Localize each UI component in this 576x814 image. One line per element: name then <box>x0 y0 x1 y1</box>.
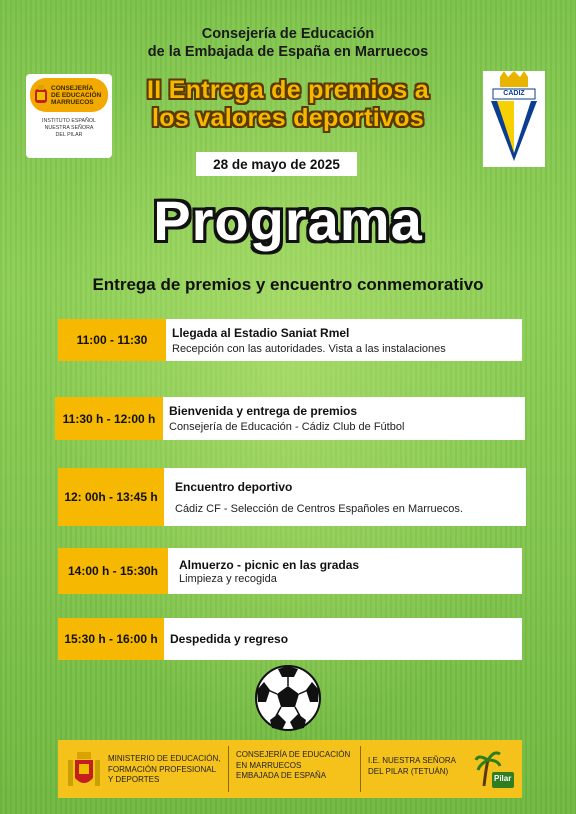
footer-divider <box>228 746 229 792</box>
logo-text-line-2: DE EDUCACIÓN <box>51 91 102 99</box>
schedule-title: Bienvenida y entrega de premios <box>169 404 358 418</box>
cadiz-crest-icon <box>483 71 545 167</box>
schedule-subtitle: Limpieza y recogida <box>179 572 277 585</box>
logo-text-line-3: MARRUECOS <box>51 98 94 106</box>
consejeria-line-3: EMBAJADA DE ESPAÑA <box>236 771 327 780</box>
schedule-description <box>166 319 522 361</box>
schedule-description <box>168 548 522 594</box>
soccer-ball-icon <box>254 664 322 732</box>
schedule-subtitle: Recepción con las autoridades. Vista a las instalaciones <box>172 342 446 355</box>
event-title-line-1: II Entrega de premios a <box>147 76 429 104</box>
event-title-line-2: los valores deportivos <box>152 104 424 132</box>
schedule-time: 15:30 h - 16:00 h <box>58 618 164 660</box>
cadiz-logo-text: CADIZ <box>503 90 525 97</box>
ministry-line-3: Y DEPORTES <box>108 775 160 784</box>
programa-subtitle: Entrega de premios y encuentro conmemorativo <box>92 275 484 294</box>
spain-coat-of-arms-icon <box>66 750 102 790</box>
ministry-line-1: MINISTERIO DE EDUCACIÓN, <box>108 754 221 763</box>
schedule-row <box>58 468 526 526</box>
footer-banner <box>58 740 522 798</box>
ministry-line-2: FORMACIÓN PROFESIONAL <box>108 764 217 774</box>
school-line-2: NUESTRA SEÑORA <box>44 125 94 131</box>
schedule-title: Encuentro deportivo <box>175 479 293 494</box>
school-line-1: INSTITUTO ESPAÑOL <box>42 118 96 124</box>
footer-divider <box>360 746 361 792</box>
schedule-time: 11:30 h - 12:00 h <box>55 397 163 440</box>
school-line-3: DEL PILAR <box>55 132 83 138</box>
ministry-text <box>108 754 220 786</box>
schedule-subtitle: Cádiz CF - Selección de Centros Españoles en Marruecos. <box>175 502 463 515</box>
schedule-title: Llegada al Estadio Saniat Rmel <box>172 325 350 340</box>
school-palm-icon <box>474 746 518 792</box>
consejeria-footer-text <box>236 750 350 782</box>
programa-heading: Programa <box>153 189 423 252</box>
schedule-row <box>55 397 525 440</box>
consejeria-logo <box>26 74 112 158</box>
header-line-2: de la Embajada de España en Marruecos <box>147 44 429 60</box>
cadiz-logo <box>483 71 545 167</box>
header-line-1: Consejería de Educación <box>201 26 375 42</box>
school-logo-text: Pilar <box>494 774 512 783</box>
school-footer-text <box>368 756 456 777</box>
schedule-time: 12: 00h - 13:45 h <box>58 468 164 526</box>
consejeria-line-1: CONSEJERÍA DE EDUCACIÓN <box>236 750 351 759</box>
school-footer-line-1: I.E. NUESTRA SEÑORA <box>368 756 457 765</box>
schedule-description <box>164 618 522 660</box>
school-footer-line-2: DEL PILAR (TETUÁN) <box>368 766 449 776</box>
consejeria-logo-badge <box>30 78 108 112</box>
spain-coat-of-arms-icon <box>34 85 48 105</box>
schedule-row <box>58 319 522 361</box>
schedule-title: Almuerzo - picnic en las gradas <box>179 557 360 572</box>
schedule-row <box>58 618 522 660</box>
consejeria-logo-text <box>51 85 101 106</box>
schedule-time: 11:00 - 11:30 <box>58 319 166 361</box>
schedule-description <box>164 468 526 526</box>
schedule-row <box>58 548 522 594</box>
schedule-description <box>163 397 525 440</box>
schedule-title: Despedida y regreso <box>170 632 289 646</box>
logo-text-line-1: CONSEJERÍA <box>51 84 94 92</box>
school-name-text <box>42 118 96 139</box>
event-date: 28 de mayo de 2025 <box>196 152 357 176</box>
schedule-time: 14:00 h - 15:30h <box>58 548 168 594</box>
consejeria-line-2: EN MARRUECOS <box>236 760 302 770</box>
schedule-subtitle: Consejería de Educación - Cádiz Club de Fútbol <box>169 421 405 433</box>
